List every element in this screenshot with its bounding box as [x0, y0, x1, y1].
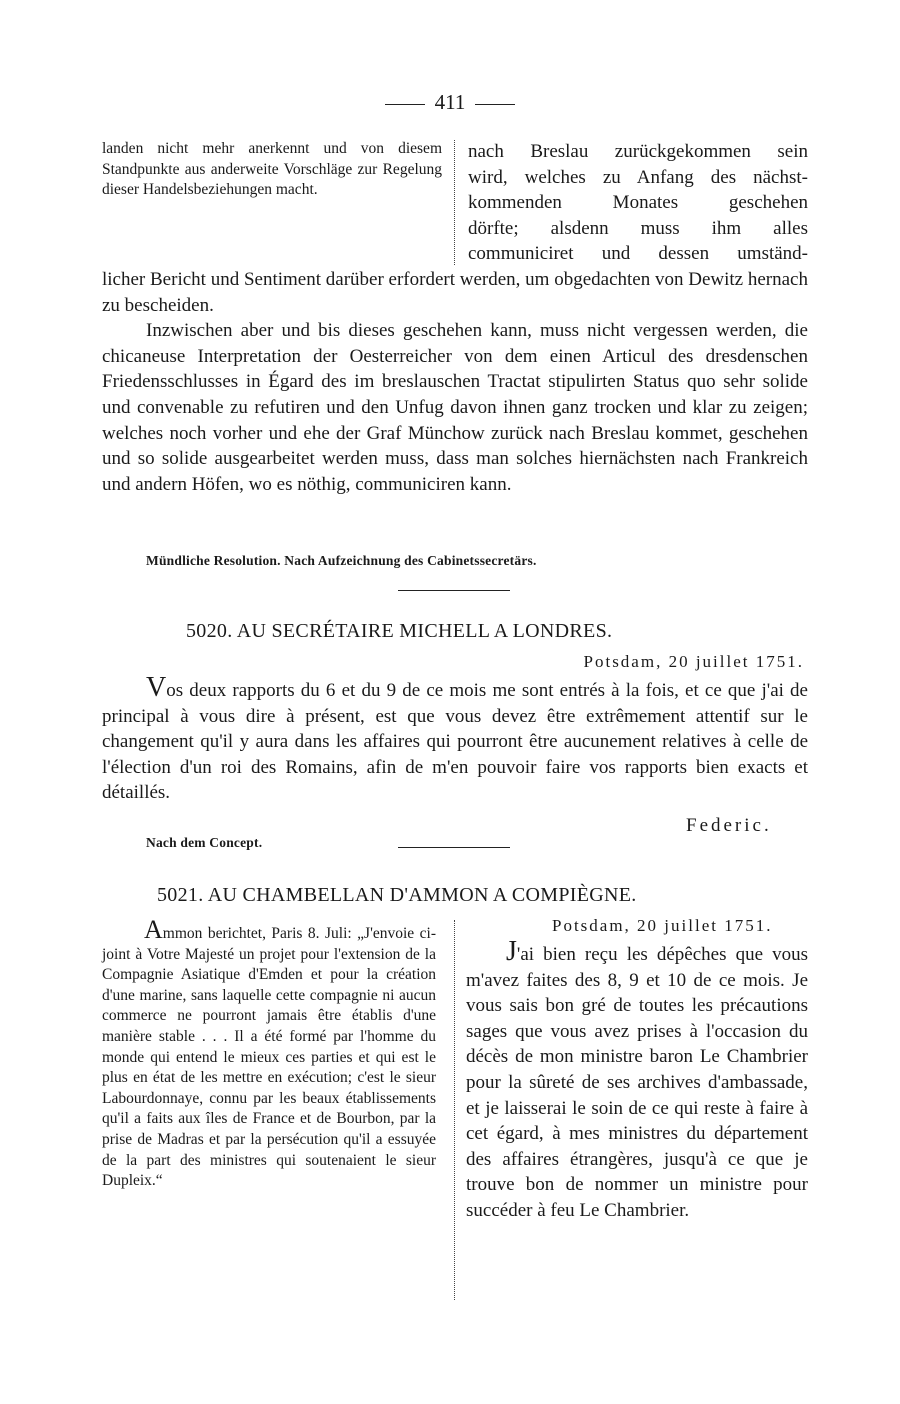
letter-5020-source: Nach dem Concept.: [146, 835, 263, 850]
top-right-line: dörfte; alsdenn muss ihm alles: [468, 217, 808, 239]
letter-5020-body: [102, 672, 808, 806]
letter-5021-column-separator: [454, 920, 455, 1300]
top-right-line: nach Breslau zurückgekommen sein: [468, 141, 808, 162]
letter-5021-body: [466, 936, 808, 1224]
letter-5021-heading: 5021. AU CHAMBELLAN D'AMMON A COMPIÈGNE.: [157, 884, 637, 906]
letter-5020-dateline: Potsdam, 20 juillet 1751.: [583, 652, 804, 671]
top-column-separator: [454, 140, 455, 265]
page-number-text: 411: [434, 90, 466, 114]
letter-5020-text: os deux rapports du 6 et du 9 de ce mois me sont entrés à la fois, et ce que j'ai de principal à vous dire à présent, est que vous devez être extrêmement attentif sur le changement qu'il y aura dans les affaires qui pourront être aucunement relatives à celle de l'élection d'un roi des Romains, afin de m'en pouvoir faire vos rapports bien exacts et détaillés.: [102, 680, 808, 804]
section-rule-2: [398, 847, 510, 848]
letter-5020-signature: Federic.: [686, 815, 772, 836]
top-note-text: landen nicht mehr anerkennt und von diesem Standpunkte aus anderweite Vorschläge zur Regelung dieser Handelsbeziehungen macht.: [102, 140, 442, 198]
letter-5020-initial: V: [146, 672, 167, 703]
top-right-line: kommenden Monates geschehen: [468, 192, 808, 214]
top-right-column: [468, 139, 808, 267]
letter-5021-note: [102, 915, 436, 1192]
top-right-line: wird, welches zu Anfang des nächst-: [468, 166, 808, 188]
page-number-dash-left: [385, 104, 425, 105]
top-note: [102, 139, 442, 201]
section-rule-1: [398, 590, 510, 591]
letter-5021-text: 'ai bien reçu les dépêches que vous m'avez faites des 8, 9 et 10 de ce mois. Je vous sais bon gré de toutes les précautions sages que vous avez prises à l'occasion du décès de mon ministre baron Le Chambrier pour la sûreté de ses archives d'ambassade, et je laisserai le soin de ce qui reste à faire à cet égard, à mes ministres du département des affaires étrangères, jusqu'à ce que je trouve bon de nommer un ministre pour succéder à feu Le Chambrier.: [466, 944, 808, 1221]
page-number-dash-right: [475, 104, 515, 105]
letter-5021-note-text: mmon berichtet, Paris 8. Juli: „J'envoie ci-joint à Votre Majesté un projet pour l'extension de la Compagnie Asiatique d'Emden et pour la création d'une marine, sans laquelle cette compagnie ni aucun commerce ne pourront jamais être établis d'une manière stable . . . Il a été formé par l'homme du monde qui entend le mieux ces parties et qui est le plus en état de les mettre en exécution; c'est le sieur Labourdonnaye, connu par les beaux établissements qu'il a faits aux îles de France et de Bourbon, par la prise de Madras et par la persécution qu'il a essuyée de la part des ministres qui soutenaient le sieur Dupleix.“: [102, 925, 436, 1190]
letter-5021-note-initial: A: [144, 915, 163, 944]
top-body: [102, 267, 808, 497]
paragraph-inzwischen: Inzwischen aber und bis dieses geschehen kann, muss nicht vergessen werden, die chicaneuse Interpretation der Oesterreicher von dem einen Articul des dresdenschen Friedensschlusses in Égard des im breslauschen Tractat stipulirten Status quo sehr solide und convenable zu refutiren und den Unfug davon ihnen ganz trocken und klar zu zeigen; welches noch vorher und ehe der Graf Münchow zurück nach Breslau kommet, geschehen und so solide ausgearbeitet werden muss, dass man solches hiernächsten nach Frankreich und andern Höfen, wo es nöthig, communiciren kann.: [102, 320, 808, 495]
page-number: [0, 90, 900, 115]
top-right-line: communiciret und dessen umständ-: [468, 243, 808, 265]
letter-5021-dateline: Potsdam, 20 juillet 1751.: [552, 916, 773, 935]
letter-5021-initial: J: [506, 936, 517, 967]
paragraph-continuation: licher Bericht und Sentiment darüber erfordert werden, um obgedachten von Dewitz hernach zu bescheiden.: [102, 269, 808, 316]
top-source-note: Mündliche Resolution. Nach Aufzeichnung des Cabinetssecretärs.: [146, 553, 537, 568]
letter-5020-heading: 5020. AU SECRÉTAIRE MICHELL A LONDRES.: [186, 620, 613, 642]
